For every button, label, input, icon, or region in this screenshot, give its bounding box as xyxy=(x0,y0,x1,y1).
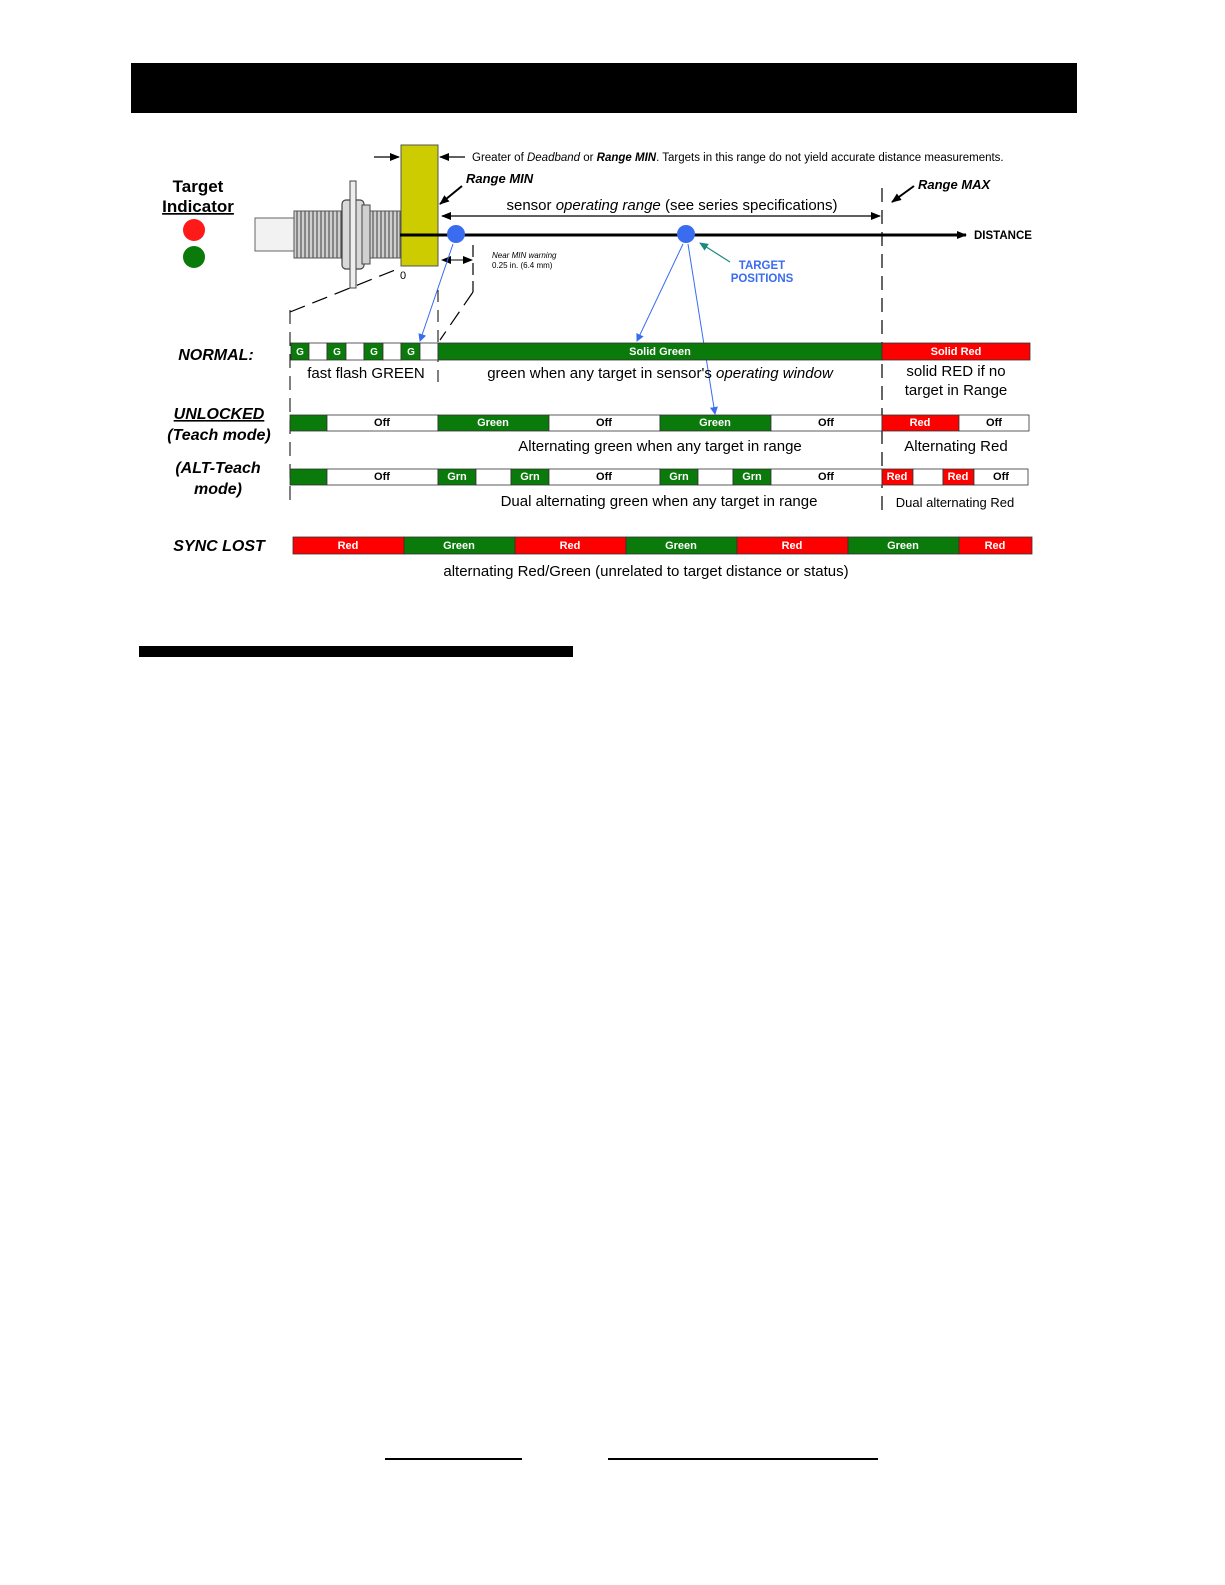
unlocked-seg-red-label: Red xyxy=(909,417,931,429)
range-max-pointer xyxy=(892,186,914,202)
normal-seg-off2 xyxy=(346,343,364,360)
sync-seg-6-label: Green xyxy=(887,540,919,552)
alt-teach-label-2: mode) xyxy=(194,481,242,498)
normal-seg-solid-green-label: Solid Green xyxy=(629,346,691,358)
target-near-icon xyxy=(447,225,465,243)
range-min-label: Range MIN xyxy=(466,171,534,186)
near-min-line1: Near MIN warning xyxy=(492,251,557,260)
alt-teach-bar xyxy=(290,469,1028,485)
alt-seg-grn2-label: Grn xyxy=(520,471,540,483)
alt-seg-red2-label: Red xyxy=(947,471,969,483)
red-led-icon xyxy=(183,219,205,241)
indicator-subtitle: Indicator xyxy=(162,197,234,216)
led-indicator-diagram xyxy=(0,0,1225,640)
near-min-line2: 0.25 in. (6.4 mm) xyxy=(492,261,553,270)
operating-range-label: sensor operating range (see series specifications) xyxy=(506,197,838,214)
normal-bar xyxy=(291,343,1030,360)
zoom-line-left xyxy=(290,268,400,312)
normal-seg-g4-label: G xyxy=(407,347,415,358)
sync-seg-7-label: Red xyxy=(984,540,1006,552)
alt-seg-off1-label: Off xyxy=(374,471,390,483)
unlocked-seg-off4-label: Off xyxy=(986,417,1002,429)
distance-label: DISTANCE xyxy=(974,230,1032,242)
normal-seg-off1 xyxy=(309,343,327,360)
normal-seg-g3-label: G xyxy=(370,347,378,358)
range-max-label: Range MAX xyxy=(918,177,991,192)
sensor-cable-end xyxy=(255,218,295,251)
footer-rule-left xyxy=(385,1458,522,1460)
unlocked-seg-green2-label: Green xyxy=(699,417,731,429)
normal-seg-off4 xyxy=(420,343,438,360)
sync-seg-1-label: Red xyxy=(337,540,359,552)
alt-seg-off3-label: Off xyxy=(818,471,834,483)
target-positions-pointer xyxy=(700,243,730,262)
unlocked-label-2: (Teach mode) xyxy=(167,427,271,444)
unlocked-seg-off3-label: Off xyxy=(818,417,834,429)
normal-seg-g2-label: G xyxy=(333,347,341,358)
range-min-pointer xyxy=(440,186,462,204)
alt-seg-grn4-label: Grn xyxy=(742,471,762,483)
target-positions-line2: POSITIONS xyxy=(730,273,794,285)
unlocked-caption-mid: Alternating green when any target in range xyxy=(518,438,802,455)
zoom-line-right xyxy=(440,292,473,340)
alt-teach-caption-right: Dual alternating Red xyxy=(895,495,1015,510)
green-led-icon xyxy=(183,246,205,268)
sensor-nut-back xyxy=(362,205,370,264)
alt-teach-label-1: (ALT-Teach xyxy=(175,460,261,477)
zero-label: 0 xyxy=(399,270,407,282)
normal-seg-g1-label: G xyxy=(296,347,304,358)
target-mid-pointer-a xyxy=(637,244,683,341)
alt-seg-grn3-label: Grn xyxy=(669,471,689,483)
alt-seg-grn1-label: Grn xyxy=(447,471,467,483)
normal-caption-right-2: target in Range xyxy=(904,382,1008,399)
alt-teach-caption-mid: Dual alternating green when any target in range xyxy=(500,493,818,510)
target-indicator-legend xyxy=(162,177,234,268)
alt-seg-red1-label: Red xyxy=(886,471,908,483)
sync-seg-4-label: Green xyxy=(665,540,697,552)
unlocked-seg-off1-label: Off xyxy=(374,417,390,429)
deadband-zone xyxy=(401,145,438,266)
unlocked-seg-lead-green xyxy=(290,415,327,431)
normal-seg-solid-red-label: Solid Red xyxy=(930,346,982,358)
normal-seg-off3 xyxy=(383,343,401,360)
sensor-washer xyxy=(350,181,356,288)
footer-rule-right xyxy=(608,1458,878,1460)
normal-caption-mid: green when any target in sensor's operating window xyxy=(487,365,833,382)
normal-caption-left: fast flash GREEN xyxy=(307,365,425,382)
deadband-note: Greater of Deadband or Range MIN. Targets in this range do not yield accurate distance measurements. xyxy=(472,152,1004,164)
alt-seg-gap3 xyxy=(913,469,943,485)
alt-seg-off4-label: Off xyxy=(993,471,1009,483)
normal-label: NORMAL: xyxy=(178,347,254,364)
sync-lost-bar xyxy=(293,537,1032,554)
sync-lost-caption: alternating Red/Green (unrelated to target distance or status) xyxy=(443,563,849,580)
sync-lost-label: SYNC LOST xyxy=(173,538,265,555)
indicator-title: Target xyxy=(172,177,224,196)
sync-seg-5-label: Red xyxy=(781,540,803,552)
sensor-illustration xyxy=(255,145,438,288)
section-heading-bar xyxy=(139,646,573,657)
sync-seg-2-label: Green xyxy=(443,540,475,552)
normal-caption-right-1: solid RED if no xyxy=(906,363,1006,380)
unlocked-caption-right: Alternating Red xyxy=(904,438,1008,455)
unlocked-label-1: UNLOCKED xyxy=(173,406,265,423)
alt-seg-lead-green xyxy=(290,469,327,485)
target-mid-icon xyxy=(677,225,695,243)
alt-seg-gap2 xyxy=(698,469,733,485)
sync-seg-3-label: Red xyxy=(559,540,581,552)
target-mid-pointer-b xyxy=(688,244,715,414)
alt-seg-off2-label: Off xyxy=(596,471,612,483)
unlocked-seg-off2-label: Off xyxy=(596,417,612,429)
alt-seg-gap1 xyxy=(476,469,511,485)
target-positions-line1: TARGET xyxy=(738,260,786,272)
unlocked-seg-green1-label: Green xyxy=(477,417,509,429)
unlocked-bar xyxy=(290,415,1029,431)
